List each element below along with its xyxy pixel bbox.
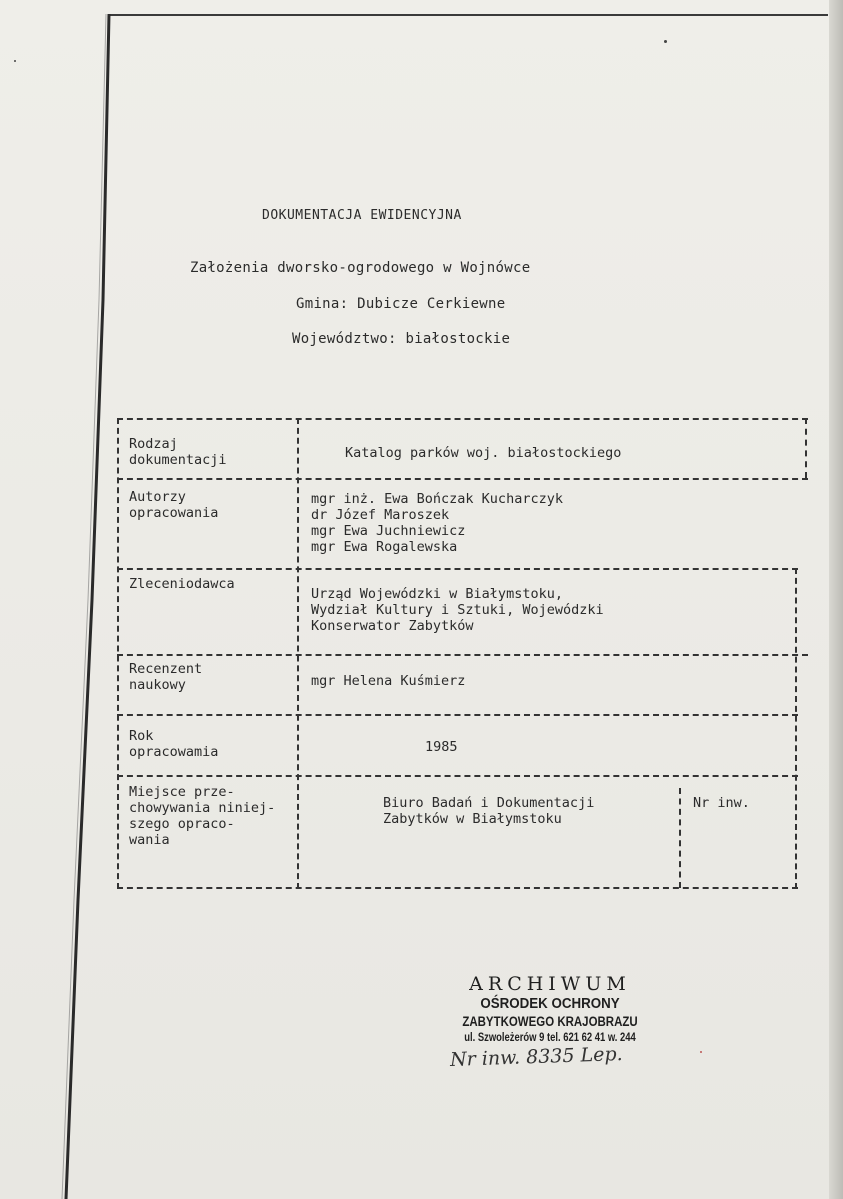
row-extra-nr-inw: Nr inw. bbox=[693, 795, 750, 811]
speck bbox=[14, 60, 16, 62]
row-value-zleceniodawca: Urząd Wojewódzki w Białymstoku, Wydział Kultury i Sztuki, Wojewódzki Konserwator Zabytków bbox=[311, 586, 604, 634]
document-wojewodztwo: Województwo: białostockie bbox=[292, 331, 511, 347]
row-value-miejsce: Biuro Badań i Dokumentacji Zabytków w Białymstoku bbox=[383, 795, 595, 827]
row-label-rok: Rok opracowamia bbox=[129, 728, 219, 760]
document-gmina: Gmina: Dubicze Cerkiewne bbox=[296, 296, 506, 312]
speck bbox=[664, 40, 667, 43]
documentation-table bbox=[117, 418, 808, 889]
row-label-zleceniodawca: Zleceniodawca bbox=[129, 576, 235, 592]
stamp-line-3: ZABYTKOWEGO KRAJOBRAZU bbox=[462, 1014, 638, 1029]
binding-line bbox=[0, 0, 120, 1199]
top-border-line bbox=[108, 14, 828, 16]
document-subject: Założenia dworsko-ogrodowego w Wojnówce bbox=[190, 260, 531, 276]
row-label-autorzy: Autorzy opracowania bbox=[129, 489, 219, 521]
speck bbox=[700, 1051, 702, 1053]
stamp-line-4: ul. Szwoleżerów 9 tel. 621 62 41 w. 244 bbox=[464, 1032, 636, 1044]
document-title: DOKUMENTACJA EWIDENCYJNA bbox=[262, 208, 462, 223]
row-value-recenzent: mgr Helena Kuśmierz bbox=[311, 673, 466, 689]
row-label-rodzaj: Rodzaj dokumentacji bbox=[129, 436, 227, 468]
row-value-rodzaj: Katalog parków woj. białostockiego bbox=[345, 445, 622, 461]
row-label-miejsce: Miejsce prze- chowywania niniej- szego opraco- wania bbox=[129, 784, 276, 848]
row-value-rok: 1985 bbox=[425, 739, 458, 755]
row-label-recenzent: Recenzent naukowy bbox=[129, 661, 203, 693]
stamp-line-1: ARCHIWUM bbox=[469, 973, 631, 995]
stamp-line-2: OŚRODEK OCHRONY bbox=[480, 996, 620, 1012]
handwritten-inventory-note: Nr inw. 8335 Lep. bbox=[449, 1042, 623, 1072]
archive-stamp bbox=[440, 973, 660, 1044]
page-edge-shadow bbox=[829, 0, 843, 1199]
row-value-autorzy: mgr inż. Ewa Bończak Kucharczyk dr Józef Maroszek mgr Ewa Juchniewicz mgr Ewa Rogalewska bbox=[311, 491, 563, 555]
